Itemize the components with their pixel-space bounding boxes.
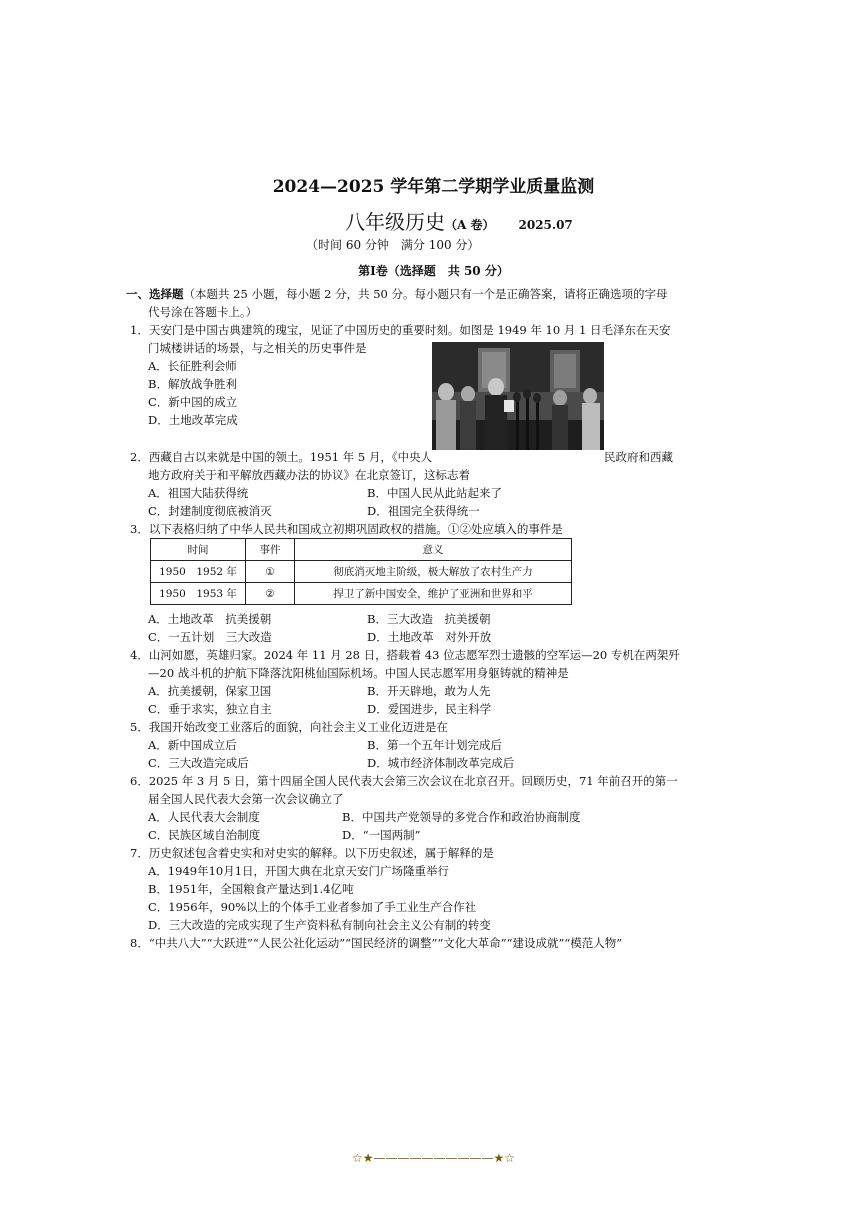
q6-option-c: C．民族区域自治制度: [148, 828, 261, 842]
q1-stem-line2: 门城楼讲话的场景，与之相关的历史事件是: [148, 341, 367, 355]
q4-stem-line1: 4．山河如愿，英雄归家。2024 年 11 月 28 日，搭载着 43 位志愿军烈士遗骸的空军运—20 专机在两架歼: [130, 648, 680, 662]
q4-option-b: B．开天辟地，敢为人先: [367, 684, 491, 698]
q4-option-d: D．爱国进步，民主科学: [367, 702, 492, 716]
table-header-time: 时间: [151, 539, 246, 561]
table-row: [151, 583, 572, 605]
exam-title: 2024—2025 学年第二学期学业质量监测: [272, 177, 595, 197]
table-header-row: [151, 539, 572, 561]
table-cell: 彻底消灭地主阶级，极大解放了农村生产力: [295, 561, 572, 583]
q2-option-c: C．封建制度彻底被消灭: [148, 504, 272, 518]
exam-subject: [345, 206, 573, 235]
q2-option-d: D．祖国完全获得统一: [367, 504, 480, 518]
instructions-line2: 代号涂在答题卡上。）: [148, 305, 258, 319]
q2-stem-line1a: 2．西藏自古以来就是中国的领土。1951 年 5 月，《中央人: [130, 450, 433, 464]
q6-stem-line1: 6．2025 年 3 月 5 日，第十四届全国人民代表大会第三次会议在北京召开。回顾历史，71 年前召开的第一: [130, 774, 678, 788]
q4-option-c: C．垂于求实，独立自主: [148, 702, 272, 716]
page-footer-decoration: ☆★——————————★☆: [351, 1151, 516, 1165]
q4-stem-line2: —20 战斗机的护航下降落沈阳桃仙国际机场。中国人民志愿军用身躯铸就的精神是: [148, 666, 569, 680]
q5-stem: 5．我国开始改变工业落后的面貌，向社会主义工业化迈进是在: [130, 720, 448, 734]
q8-stem: 8．“中共八大”“大跃进”“人民公社化运动”“国民经济的调整”“文化大革命”“建设成就”“模范人物”: [130, 936, 623, 950]
photo-illustration: [432, 342, 604, 450]
q3-table: [150, 538, 572, 605]
q3-stem: 3．以下表格归纳了中华人民共和国成立初期巩固政权的措施。①②处应填入的事件是: [130, 522, 563, 536]
q5-option-b: B．第一个五年计划完成后: [367, 738, 502, 752]
q3-option-c: C．一五计划 三大改造: [148, 630, 272, 644]
q1-option-d: D．土地改革完成: [148, 413, 238, 427]
paper-type: （A 卷）: [445, 218, 495, 232]
instructions-line1: 一、选择题（本题共 25 小题，每小题 2 分，共 50 分。每小题只有一个是正确答案，请将正确选项的字母: [126, 287, 668, 301]
q1-stem-line1: 1．天安门是中国古典建筑的瑰宝，见证了中国历史的重要时刻。如图是 1949 年 10 月 1 日毛泽东在天安: [130, 323, 671, 337]
q2-option-b: B．中国人民从此站起来了: [367, 486, 502, 500]
table-cell: 1950 1952 年: [151, 561, 246, 583]
subject-name: 八年级历史: [345, 210, 445, 234]
time-info: （时间 60 分钟 满分 100 分）: [306, 238, 480, 252]
q5-option-d: D．城市经济体制改革完成后: [367, 756, 515, 770]
q3-option-b: B．三大改造 抗美援朝: [367, 612, 491, 626]
q6-option-a: A．人民代表大会制度: [148, 810, 260, 824]
q3-option-a: A．土地改革 抗美援朝: [148, 612, 272, 626]
q6-stem-line2: 届全国人民代表大会第一次会议确立了: [148, 792, 344, 806]
q7-stem: 7．历史叙述包含着史实和对史实的解释。以下历史叙述，属于解释的是: [130, 846, 494, 860]
table-cell: ②: [246, 583, 295, 605]
instructions-heading: 一、选择题: [126, 287, 184, 301]
table-header-event: 事件: [246, 539, 295, 561]
exam-date: 2025.07: [518, 218, 573, 232]
q1-option-b: B．解放战争胜利: [148, 377, 237, 391]
q2-option-a: A．祖国大陆获得统: [148, 486, 249, 500]
q4-option-a: A．抗美援朝，保家卫国: [148, 684, 272, 698]
q2-stem-line2: 地方政府关于和平解放西藏办法的协议》在北京签订，这标志着: [148, 468, 470, 482]
q7-option-d: D．三大改造的完成实现了生产资料私有制向社会主义公有制的转变: [148, 918, 491, 932]
q1-option-c: C．新中国的成立: [148, 395, 238, 409]
historical-photo: [432, 342, 604, 450]
table-header-meaning: 意义: [295, 539, 572, 561]
q6-option-b: B．中国共产党领导的多党合作和政治协商制度: [342, 810, 581, 824]
q5-option-c: C．三大改造完成后: [148, 756, 249, 770]
q3-option-d: D．土地改革 对外开放: [367, 630, 492, 644]
q6-option-d: D．“一国两制”: [342, 828, 421, 842]
table-cell: 捍卫了新中国安全，维护了亚洲和世界和平: [295, 583, 572, 605]
q5-option-a: A．新中国成立后: [148, 738, 237, 752]
table-cell: ①: [246, 561, 295, 583]
q1-option-a: A．长征胜利会师: [148, 359, 237, 373]
q7-option-a: A．1949年10月1日，开国大典在北京天安门广场隆重举行: [148, 864, 450, 878]
q7-option-c: C．1956年，90%以上的个体手工业者参加了手工业生产合作社: [148, 900, 477, 914]
table-cell: 1950 1953 年: [151, 583, 246, 605]
table-row: [151, 561, 572, 583]
section-title: 第Ⅰ卷（选择题 共 50 分）: [358, 264, 509, 278]
q7-option-b: B．1951年，全国粮食产量达到1.4亿吨: [148, 882, 354, 896]
q2-stem-line1b: 民政府和西藏: [604, 450, 673, 464]
